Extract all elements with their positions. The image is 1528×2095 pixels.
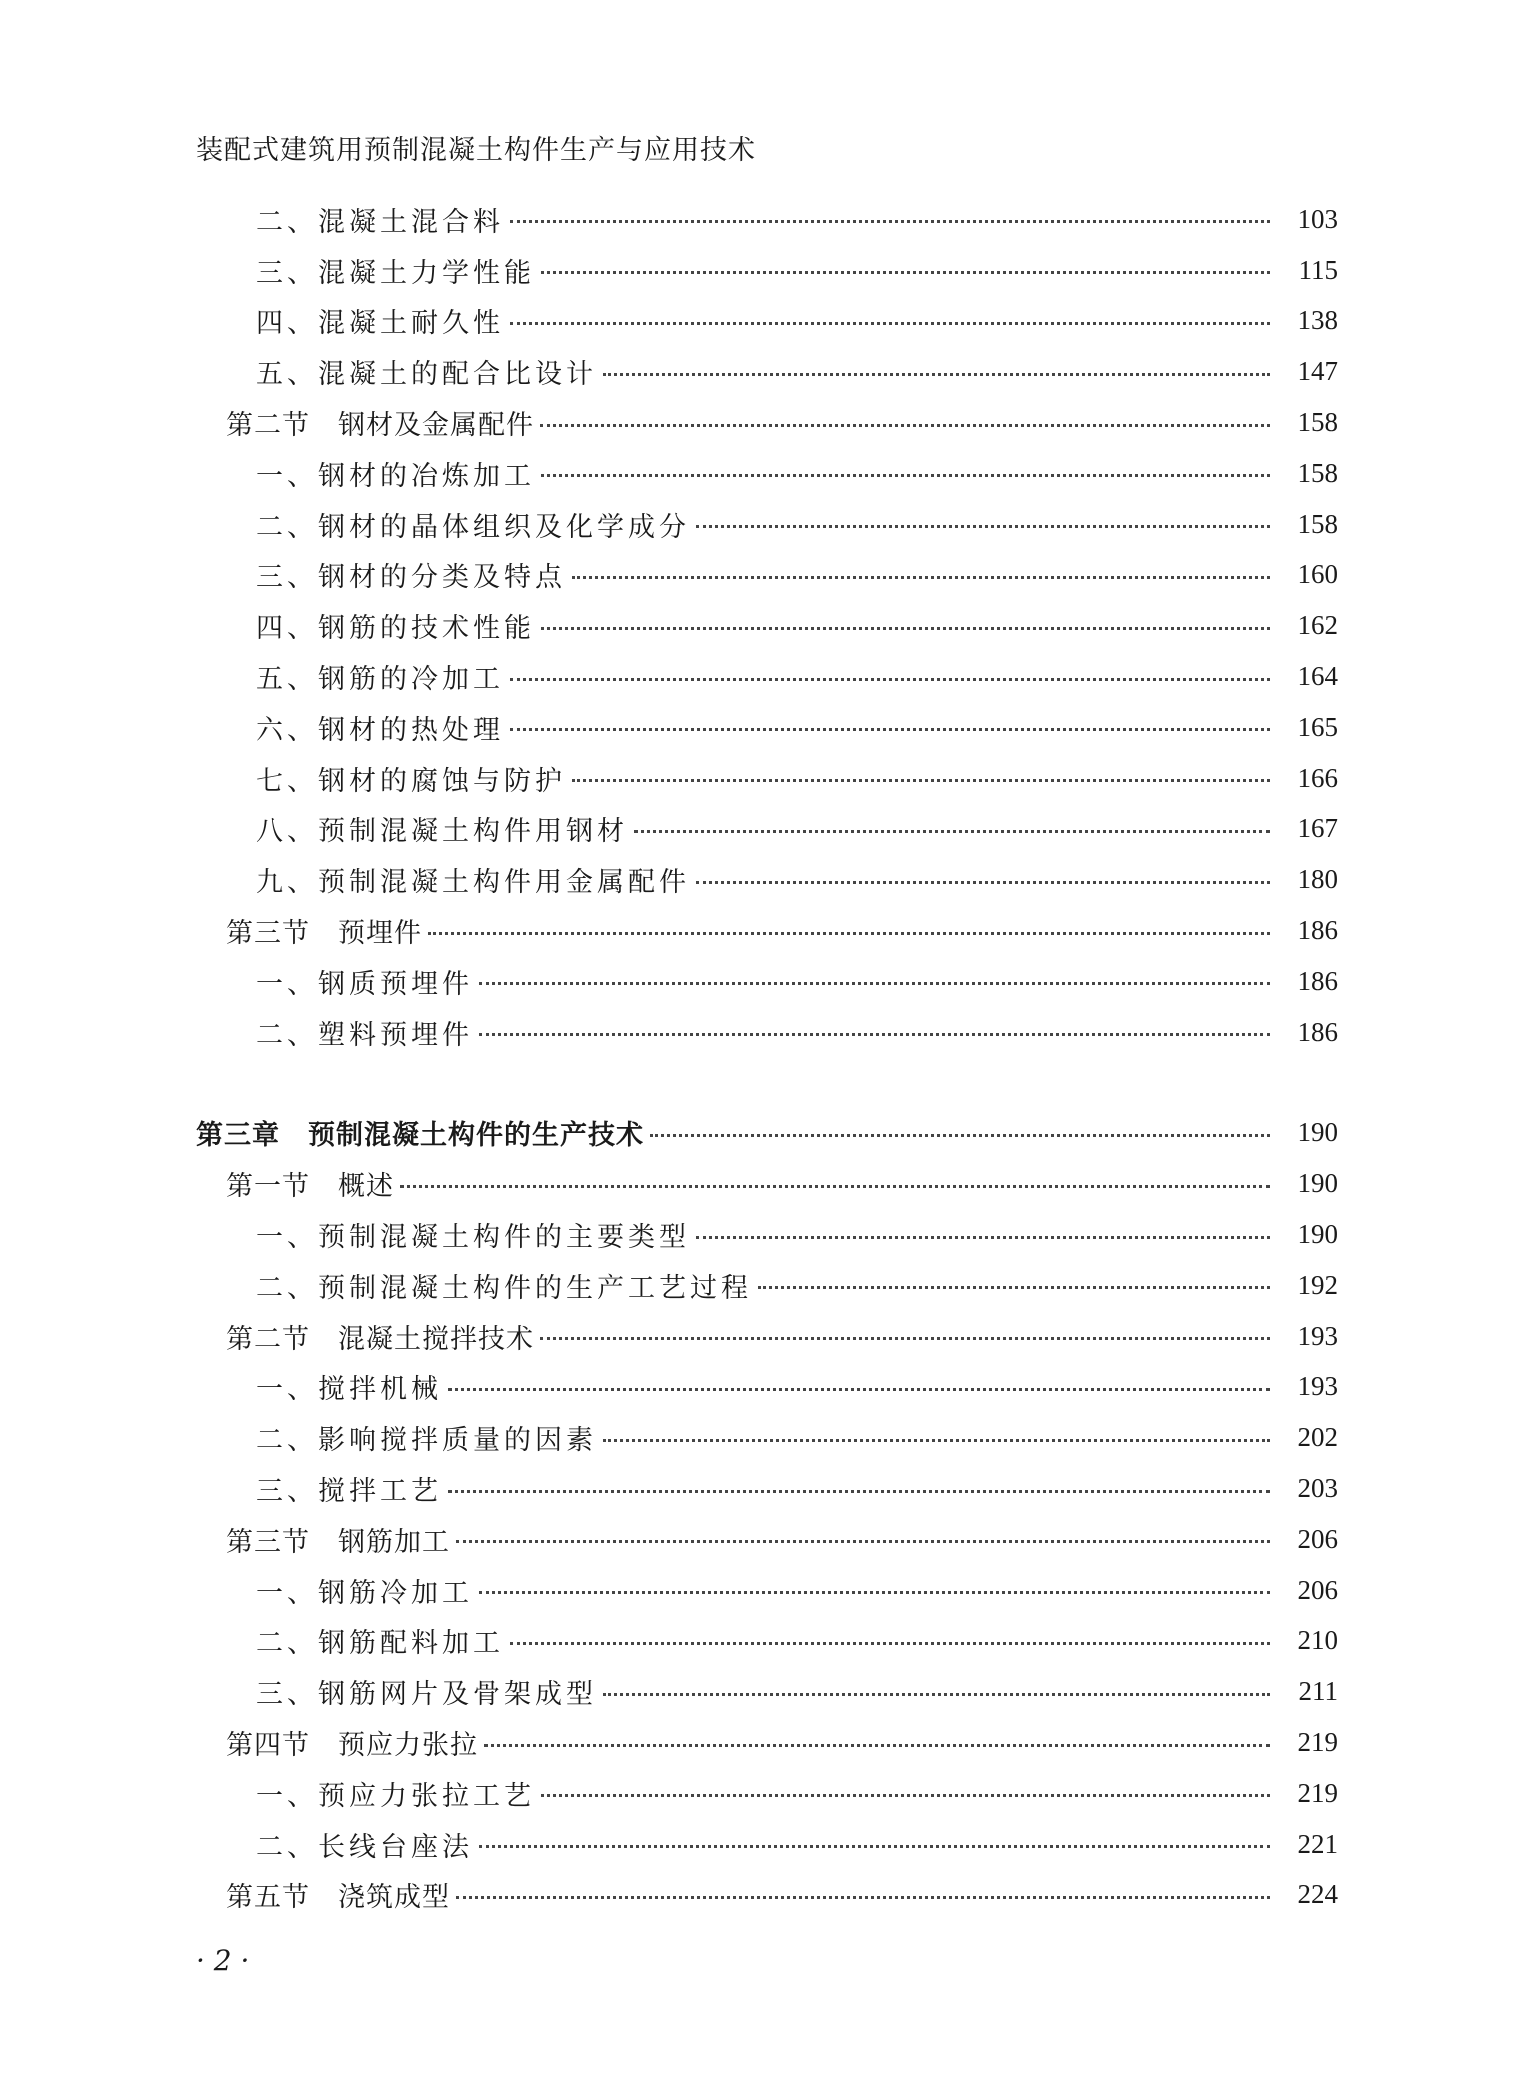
toc-item-label: 九、预制混凝土构件用金属配件 [256, 867, 690, 899]
toc-dot-leader [479, 1844, 1270, 1848]
toc-item-entry [196, 296, 1338, 347]
toc-section-entry [196, 1717, 1338, 1768]
toc-page-number: 190 [1297, 1117, 1338, 1148]
toc-page-number: 158 [1297, 407, 1338, 438]
toc-item-label: 五、钢筋的冷加工 [256, 664, 504, 696]
toc-item-label: 二、预制混凝土构件的生产工艺过程 [256, 1272, 752, 1304]
toc-dot-leader [510, 1641, 1270, 1645]
toc-item-entry [196, 1463, 1338, 1514]
toc-section-number: 第三节 [226, 1526, 310, 1558]
toc-item-label: 二、长线台座法 [256, 1831, 473, 1863]
toc-dot-leader [479, 1032, 1270, 1036]
toc-item-label: 一、预制混凝土构件的主要类型 [256, 1222, 690, 1254]
toc-page-number: 167 [1297, 813, 1338, 844]
toc-chapter-entry [196, 1108, 1338, 1159]
toc-dot-leader [484, 1743, 1270, 1747]
toc-section-title: 钢材及金属配件 [338, 410, 534, 442]
toc-page-number: 211 [1298, 1676, 1338, 1707]
toc-dot-leader [634, 829, 1270, 833]
toc-section-title: 预应力张拉 [338, 1730, 478, 1761]
toc-dot-leader [510, 219, 1270, 223]
toc-dot-leader [479, 1590, 1270, 1594]
toc-dot-leader [510, 727, 1270, 731]
toc-page-number: 180 [1297, 864, 1338, 895]
toc-item-label: 一、钢材的冶炼加工 [256, 460, 535, 492]
toc-page-number: 138 [1297, 305, 1338, 336]
toc-page-number: 190 [1297, 1219, 1338, 1250]
toc-section-heading [226, 1723, 478, 1762]
toc-section-entry [196, 1311, 1338, 1362]
toc-dot-leader [758, 1285, 1270, 1289]
toc-item-entry [196, 448, 1338, 499]
toc-page-number: 147 [1297, 356, 1338, 387]
toc-item-label: 六、钢材的热处理 [256, 714, 504, 746]
toc-dot-leader [510, 321, 1270, 325]
toc-page-number: 203 [1297, 1473, 1338, 1504]
toc-page-number: 193 [1297, 1320, 1338, 1351]
toc-item-entry [196, 600, 1338, 651]
toc-item-label: 八、预制混凝土构件用钢材 [256, 816, 628, 848]
toc-page-number: 210 [1297, 1625, 1338, 1656]
toc-item-label: 二、钢材的晶体组织及化学成分 [256, 511, 690, 543]
toc-page-number: 224 [1297, 1879, 1338, 1910]
toc-page-number: 160 [1297, 559, 1338, 590]
toc-item-entry [196, 1565, 1338, 1616]
toc-section-title: 浇筑成型 [338, 1882, 450, 1914]
toc-section-heading [226, 1164, 394, 1203]
toc-item-entry [196, 1209, 1338, 1260]
toc-section-title: 混凝土搅拌技术 [338, 1323, 534, 1355]
toc-section-title: 钢筋加工 [338, 1526, 450, 1558]
toc-item-entry [196, 194, 1338, 245]
toc-dot-leader [541, 270, 1270, 274]
toc-section-heading [226, 403, 534, 442]
toc-dot-leader [448, 1489, 1270, 1493]
toc-item-entry [196, 550, 1338, 601]
toc-dot-leader [650, 1133, 1270, 1137]
toc-page-number: 202 [1297, 1422, 1338, 1453]
toc-item-entry [196, 1616, 1338, 1667]
toc-item-entry [196, 753, 1338, 804]
toc-page-number: 219 [1297, 1777, 1338, 1808]
toc-page-number: 206 [1297, 1523, 1338, 1554]
toc-item-label: 四、钢筋的技术性能 [256, 613, 535, 645]
toc-page-number: 206 [1297, 1574, 1338, 1605]
toc-dot-leader [541, 473, 1270, 477]
toc-section-heading [226, 911, 422, 950]
toc-item-label: 七、钢材的腐蚀与防护 [256, 765, 566, 797]
toc-item-label: 一、钢筋冷加工 [256, 1577, 473, 1609]
toc-page-number: 219 [1297, 1727, 1338, 1757]
toc-item-entry [196, 346, 1338, 397]
toc-page-number: 192 [1297, 1269, 1338, 1300]
toc-item-label: 三、钢筋网片及骨架成型 [256, 1679, 597, 1711]
toc-item-entry [196, 956, 1338, 1007]
toc-page-number: 115 [1298, 254, 1338, 285]
toc-section-heading [226, 1520, 450, 1559]
toc-page-number: 158 [1297, 457, 1338, 488]
toc-section-number: 第一节 [226, 1171, 310, 1203]
toc-page-number: 186 [1297, 1016, 1338, 1047]
table-of-contents [196, 194, 1338, 1920]
toc-section-number: 第三节 [226, 918, 310, 950]
toc-item-label: 五、混凝土的配合比设计 [256, 359, 597, 391]
toc-chapter-number: 第三章 [196, 1120, 280, 1152]
toc-page-number: 103 [1297, 203, 1338, 234]
toc-section-entry [196, 905, 1338, 956]
toc-item-entry [196, 1007, 1338, 1058]
toc-item-entry [196, 245, 1338, 296]
toc-page-number: 193 [1297, 1371, 1338, 1402]
toc-section-entry [196, 1870, 1338, 1921]
toc-section-entry [196, 1514, 1338, 1565]
toc-section-entry [196, 397, 1338, 448]
toc-page-number: 186 [1297, 965, 1338, 996]
toc-item-label: 一、预应力张拉工艺 [256, 1780, 535, 1812]
toc-item-label: 三、钢材的分类及特点 [256, 562, 566, 594]
toc-section-number: 第四节 [226, 1730, 310, 1761]
toc-page-number: 162 [1297, 610, 1338, 641]
toc-page-number: 166 [1297, 762, 1338, 793]
toc-item-entry [196, 1768, 1338, 1819]
toc-dot-leader [456, 1895, 1270, 1899]
toc-item-entry [196, 1819, 1338, 1870]
toc-section-number: 第二节 [226, 410, 310, 442]
toc-page-number: 165 [1297, 711, 1338, 742]
toc-dot-leader [603, 1692, 1270, 1696]
toc-section-title: 预埋件 [338, 918, 422, 950]
toc-section-title: 概述 [338, 1171, 394, 1203]
toc-dot-leader [540, 1336, 1270, 1340]
toc-item-label: 二、塑料预埋件 [256, 1019, 473, 1051]
toc-dot-leader [603, 372, 1270, 376]
toc-item-label: 二、影响搅拌质量的因素 [256, 1425, 597, 1457]
toc-dot-leader [448, 1387, 1270, 1391]
toc-chapter-heading [196, 1113, 644, 1152]
toc-item-entry [196, 1362, 1338, 1413]
toc-page-number: 164 [1297, 661, 1338, 692]
toc-dot-leader [400, 1184, 1270, 1188]
toc-item-entry [196, 499, 1338, 550]
toc-section-entry [196, 1158, 1338, 1209]
toc-dot-leader [572, 575, 1270, 579]
toc-page-number: 221 [1297, 1828, 1338, 1859]
toc-item-label: 二、混凝土混合料 [256, 206, 504, 238]
toc-page-number: 158 [1297, 508, 1338, 539]
toc-section-number: 第二节 [226, 1323, 310, 1355]
toc-section-heading [226, 1875, 450, 1914]
toc-dot-leader [603, 1438, 1270, 1442]
toc-item-label: 二、钢筋配料加工 [256, 1628, 504, 1660]
toc-dot-leader [428, 931, 1270, 935]
running-header-title: 装配式建筑用预制混凝土构件生产与应用技术 [196, 135, 756, 166]
toc-chapter-title: 预制混凝土构件的生产技术 [308, 1120, 644, 1152]
toc-item-label: 三、搅拌工艺 [256, 1476, 442, 1508]
page-number: · 2 · [196, 1944, 250, 1977]
toc-dot-leader [696, 880, 1270, 884]
toc-item-label: 一、搅拌机械 [256, 1374, 442, 1406]
toc-dot-leader [510, 677, 1270, 681]
toc-item-entry [196, 651, 1338, 702]
toc-item-label: 三、混凝土力学性能 [256, 257, 535, 289]
toc-item-label: 四、混凝土耐久性 [256, 308, 504, 340]
toc-item-entry [196, 804, 1338, 855]
toc-dot-leader [541, 626, 1270, 630]
toc-item-entry [196, 1666, 1338, 1717]
toc-page-number: 190 [1297, 1168, 1338, 1199]
toc-item-entry [196, 1260, 1338, 1311]
toc-dot-leader [541, 1793, 1270, 1797]
toc-dot-leader [572, 778, 1270, 782]
toc-section-heading [226, 1317, 534, 1356]
toc-dot-leader [540, 423, 1270, 427]
toc-item-label: 一、钢质预埋件 [256, 968, 473, 1000]
toc-item-entry [196, 854, 1338, 905]
toc-dot-leader [696, 1235, 1270, 1239]
toc-dot-leader [456, 1539, 1270, 1543]
toc-dot-leader [479, 981, 1270, 985]
toc-item-entry [196, 1412, 1338, 1463]
toc-page-number: 186 [1297, 915, 1338, 946]
toc-item-entry [196, 702, 1338, 753]
toc-dot-leader [696, 524, 1270, 528]
toc-section-number: 第五节 [226, 1882, 310, 1914]
